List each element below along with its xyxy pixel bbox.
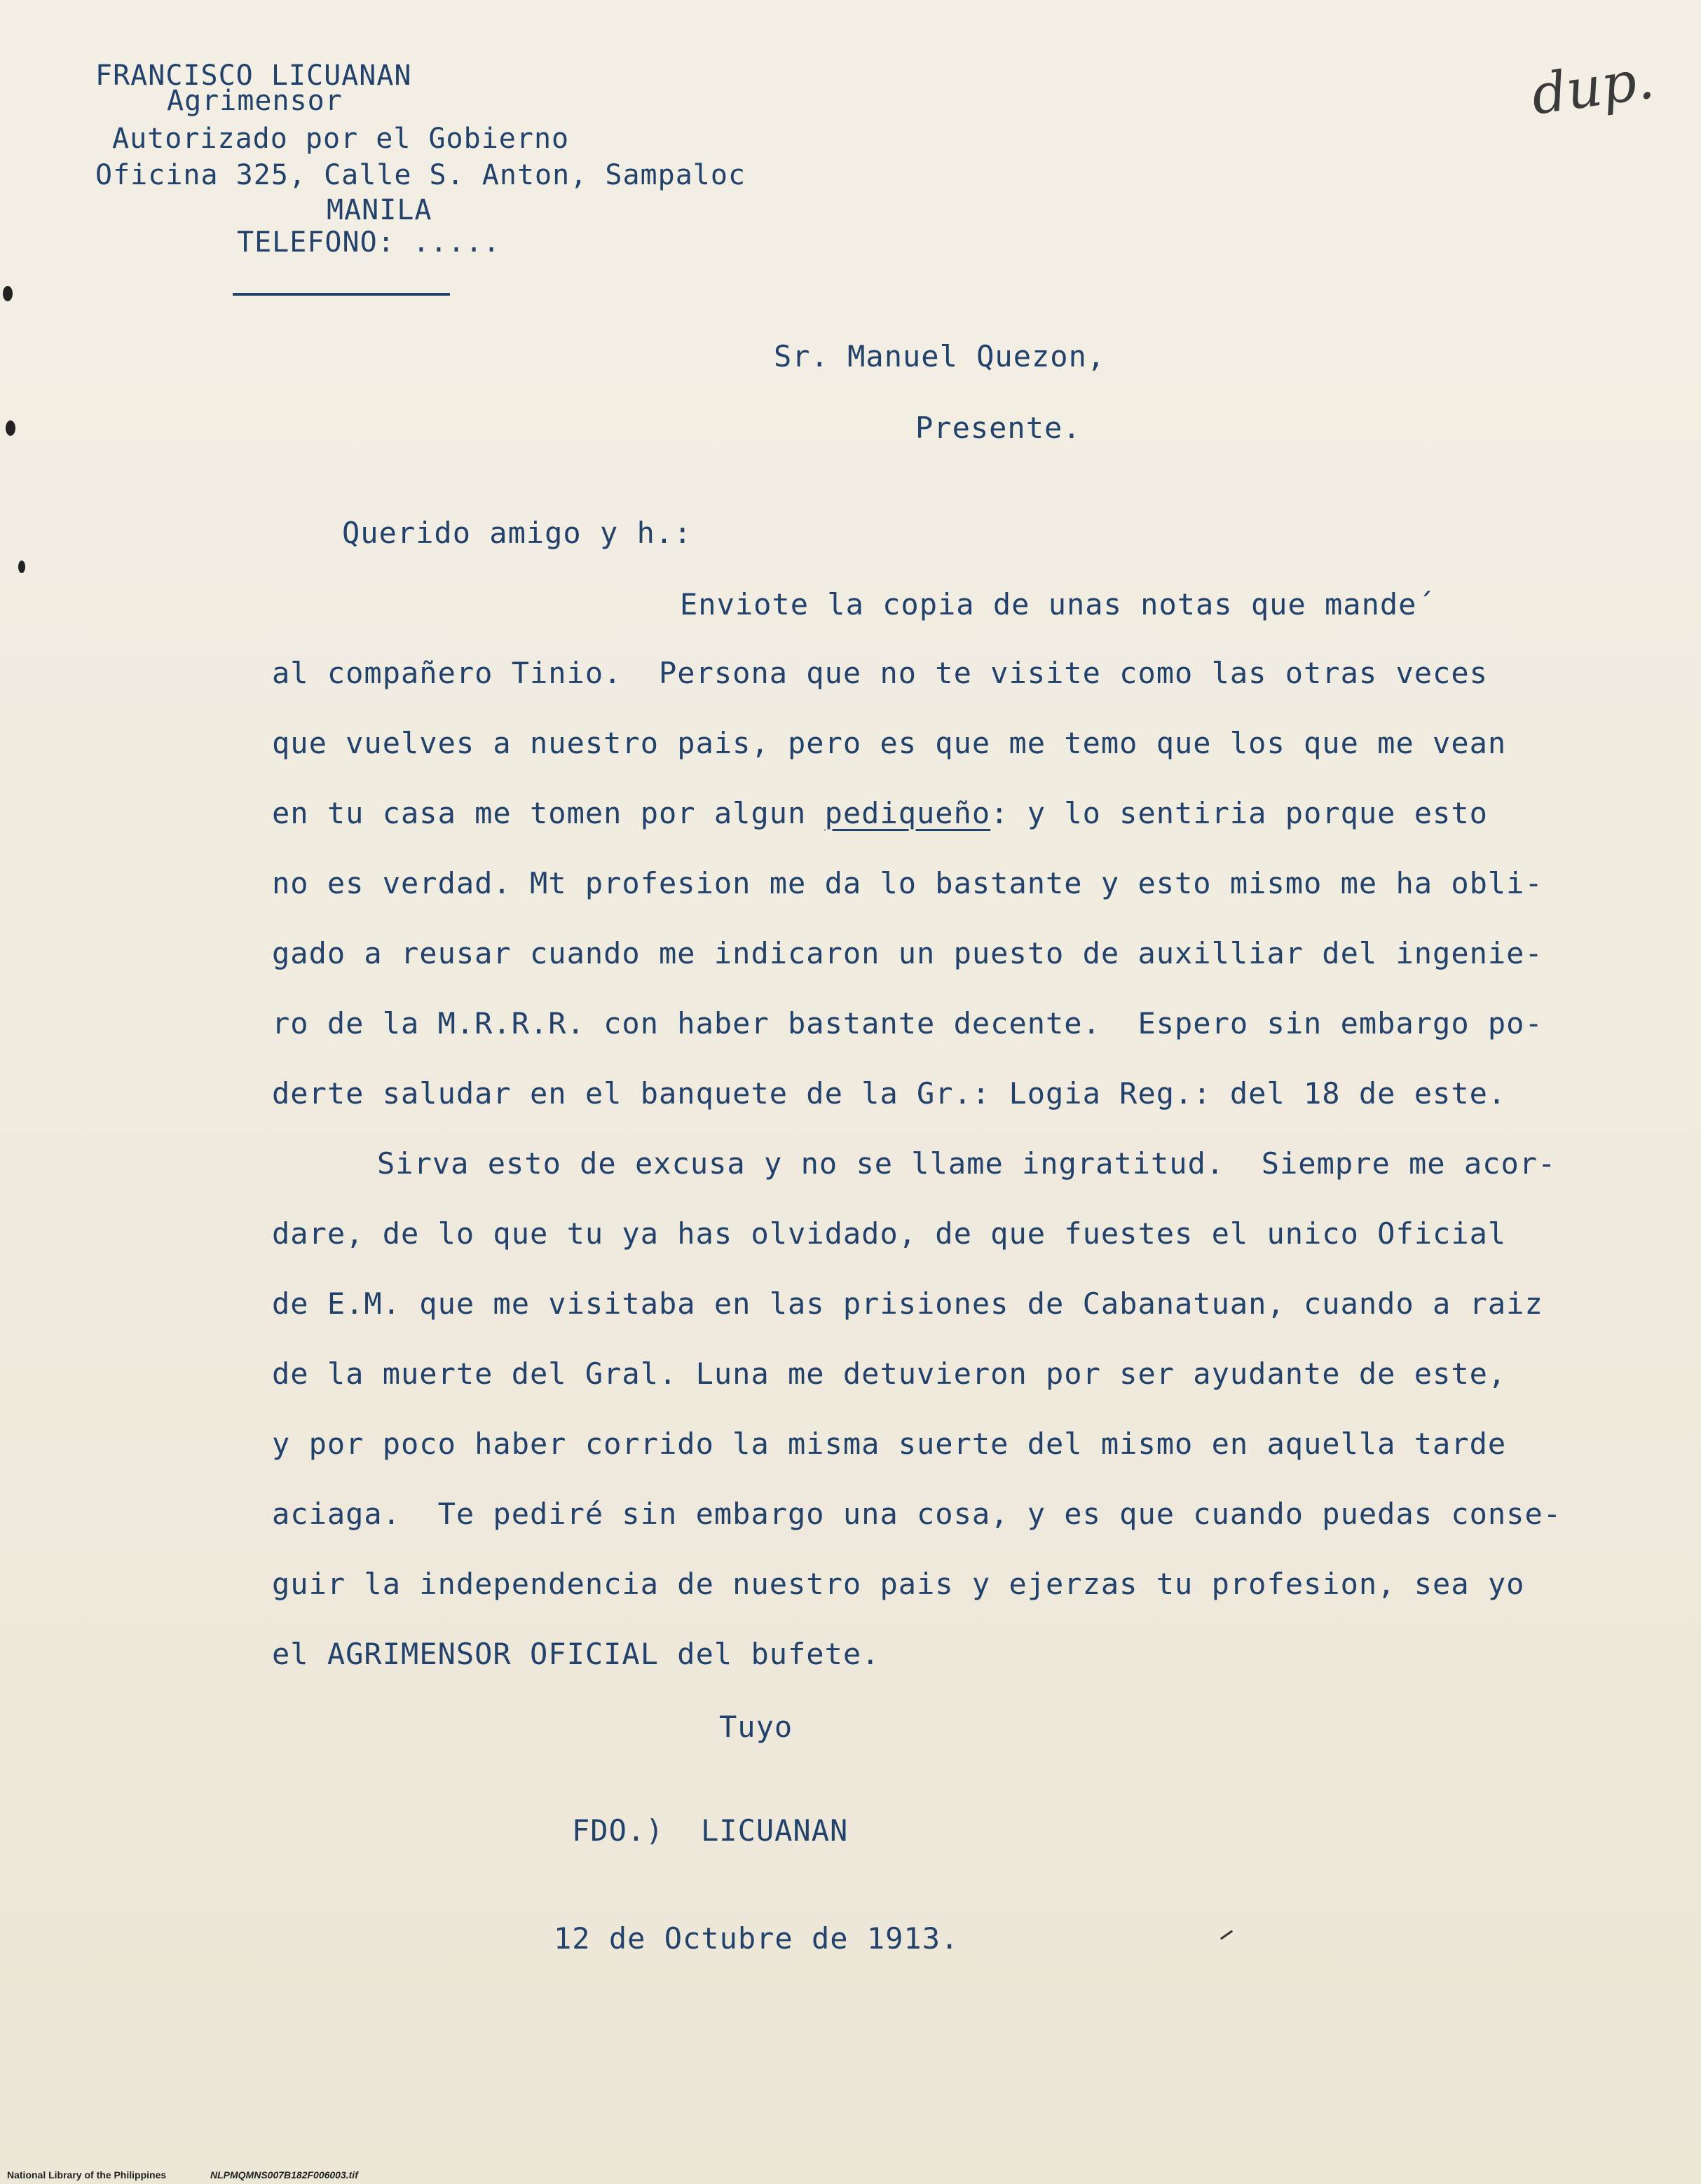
letterhead-profession: Agrimensor	[167, 85, 343, 117]
footer-institution: National Library of the Philippines	[7, 2169, 167, 2180]
body-line: no es verdad. Mt profesion me da lo bastante y esto mismo me ha obli-	[272, 866, 1543, 900]
footer-file-id: NLPMQMNS007B182F006003.tif	[210, 2169, 358, 2180]
body-line: guir la independencia de nuestro pais y ejerzas tu profesion, sea yo	[272, 1567, 1525, 1601]
body-line: Sirva esto de excusa y no se llame ingratitud. Siempre me acor-	[377, 1146, 1557, 1181]
closing: Tuyo	[719, 1710, 793, 1744]
letterhead-city: MANILA	[327, 194, 432, 226]
letterhead-authorized: Autorizado por el Gobierno	[112, 123, 570, 155]
pen-mark	[1220, 1930, 1233, 1940]
binding-hole-mark	[6, 420, 15, 436]
body-line: que vuelves a nuestro pais, pero es que me temo que los que me vean	[272, 726, 1507, 760]
body-line: de la muerte del Gral. Luna me detuvieron por ser ayudante de este,	[272, 1357, 1507, 1391]
handwritten-annotation: dup.	[1527, 48, 1658, 128]
body-line: de E.M. que me visitaba en las prisiones de Cabanatuan, cuando a raiz	[272, 1286, 1543, 1321]
body-line: aciaga. Te pediré sin embargo una cosa, y es que cuando puedas conse-	[272, 1497, 1562, 1531]
body-line: derte saludar en el banquete de la Gr.: Logia Reg.: del 18 de este.	[272, 1076, 1507, 1111]
binding-hole-mark	[18, 561, 25, 573]
recipient-present: Presente.	[915, 411, 1081, 445]
binding-hole-mark	[3, 286, 13, 301]
letterhead-office: Oficina 325, Calle S. Anton, Sampaloc	[95, 159, 746, 191]
salutation: Querido amigo y h.:	[342, 516, 692, 550]
body-line: al compañero Tinio. Persona que no te visite como las otras veces	[272, 656, 1488, 690]
body-line: gado a reusar cuando me indicaron un puesto de auxilliar del ingenie-	[272, 936, 1543, 970]
body-text: : y lo sentiria porque esto	[990, 796, 1488, 830]
underlined-word: pediqueño	[824, 796, 991, 830]
body-line: ro de la M.R.R.R. con haber bastante decente. Espero sin embargo po-	[272, 1006, 1543, 1041]
letterhead-rule	[233, 293, 450, 296]
body-line: Enviote la copia de unas notas que mande´	[680, 587, 1435, 621]
signature: FDO.) LICUANAN	[572, 1813, 849, 1848]
letterhead-phone: TELEFONO: .....	[237, 226, 501, 259]
letter-date: 12 de Octubre de 1913.	[554, 1921, 959, 1956]
body-line: dare, de lo que tu ya has olvidado, de que fuestes el unico Oficial	[272, 1216, 1507, 1251]
body-line: el AGRIMENSOR OFICIAL del bufete.	[272, 1637, 880, 1671]
body-text: en tu casa me tomen por algun	[272, 796, 825, 830]
body-line-underlined	[272, 796, 1488, 830]
letterhead-name: FRANCISCO LICUANAN	[95, 60, 412, 92]
body-line: y por poco haber corrido la misma suerte del mismo en aquella tarde	[272, 1427, 1507, 1461]
recipient-name: Sr. Manuel Quezon,	[774, 339, 1106, 373]
